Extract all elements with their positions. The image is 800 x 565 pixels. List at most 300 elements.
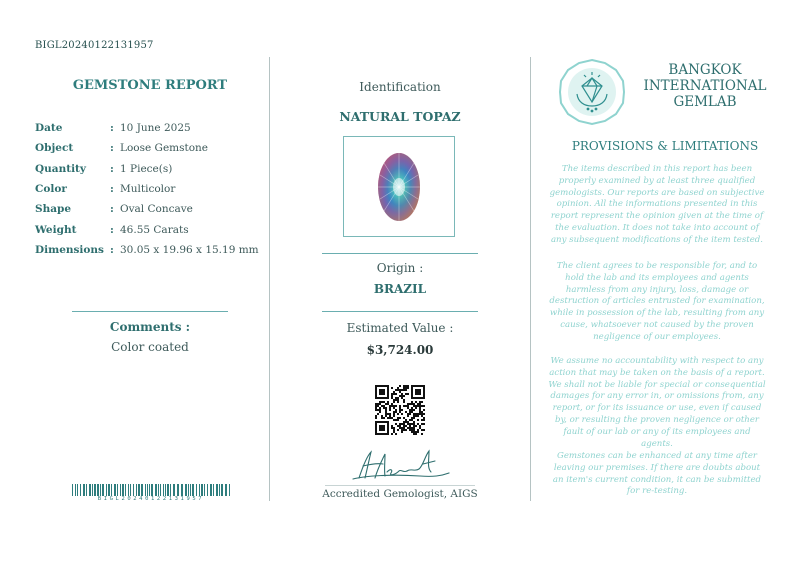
qr-module <box>385 415 387 417</box>
qr-module <box>405 421 407 423</box>
barcode-bar <box>167 484 169 496</box>
qr-module <box>379 403 381 405</box>
qr-module <box>389 405 391 407</box>
qr-module <box>403 427 405 429</box>
qr-module <box>423 387 425 389</box>
qr-module <box>393 415 395 417</box>
qr-module <box>387 387 389 389</box>
qr-module <box>399 395 401 397</box>
qr-module <box>423 393 425 395</box>
qr-module <box>417 415 419 417</box>
barcode-bar <box>94 484 96 496</box>
barcode-bar <box>145 484 146 496</box>
qr-module <box>387 397 389 399</box>
barcode-bar <box>147 484 148 496</box>
barcode-bar <box>128 484 129 496</box>
qr-module <box>395 393 397 395</box>
detail-label: Object <box>35 142 74 155</box>
qr-module <box>407 427 409 429</box>
qr-module <box>395 397 397 399</box>
barcode-bar <box>185 484 187 496</box>
qr-module <box>383 401 385 403</box>
qr-module <box>387 395 389 397</box>
qr-module <box>385 411 387 413</box>
detail-value: 10 June 2025 <box>120 122 191 135</box>
barcode-bar <box>100 484 101 496</box>
qr-module <box>377 421 379 423</box>
qr-module <box>377 413 379 415</box>
qr-module <box>383 393 385 395</box>
qr-module <box>421 423 423 425</box>
qr-module <box>403 399 405 401</box>
qr-module <box>375 433 377 435</box>
qr-module <box>415 413 417 415</box>
qr-module <box>409 413 411 415</box>
qr-module <box>395 419 397 421</box>
qr-module <box>399 417 401 419</box>
origin-label: Origin : <box>376 261 424 275</box>
detail-value: Multicolor <box>120 183 176 196</box>
qr-module <box>403 401 405 403</box>
barcode-bar <box>114 484 116 496</box>
barcode-bar <box>108 484 110 496</box>
qr-module <box>391 387 393 389</box>
qr-module <box>407 415 409 417</box>
qr-module <box>405 389 407 391</box>
qr-module <box>403 387 405 389</box>
barcode-bar <box>120 484 121 496</box>
qr-module <box>387 393 389 395</box>
qr-module <box>383 397 385 399</box>
qr-module <box>375 429 377 431</box>
barcode-bar <box>216 484 218 496</box>
qr-module <box>379 407 381 409</box>
qr-module <box>375 417 377 419</box>
qr-module <box>415 397 417 399</box>
qr-module <box>381 429 383 431</box>
barcode-bar <box>77 484 78 496</box>
barcode-bar <box>122 484 124 496</box>
qr-module <box>389 417 391 419</box>
barcode-bar <box>133 484 134 496</box>
qr-module <box>411 387 413 389</box>
qr-module <box>405 425 407 427</box>
qr-module <box>397 413 399 415</box>
qr-module <box>413 397 415 399</box>
qr-module <box>395 433 397 435</box>
qr-module <box>387 391 389 393</box>
qr-module <box>395 405 397 407</box>
signature-line <box>325 485 475 486</box>
qr-module <box>391 395 393 397</box>
qr-module <box>389 413 391 415</box>
barcode-text: BIGL20240122131957 <box>97 496 205 502</box>
qr-module <box>423 423 425 425</box>
qr-module <box>409 409 411 411</box>
qr-module <box>393 427 395 429</box>
qr-module <box>417 429 419 431</box>
qr-module <box>403 421 405 423</box>
qr-module <box>403 395 405 397</box>
qr-module <box>383 427 385 429</box>
qr-module <box>413 421 415 423</box>
qr-module <box>417 413 419 415</box>
qr-module <box>395 411 397 413</box>
qr-module <box>417 385 419 387</box>
qr-module <box>393 405 395 407</box>
qr-module <box>415 389 417 391</box>
divider <box>322 311 478 312</box>
qr-module <box>411 417 413 419</box>
qr-module <box>419 393 421 395</box>
qr-module <box>391 427 393 429</box>
qr-module <box>385 407 387 409</box>
qr-module <box>381 393 383 395</box>
qr-module <box>385 421 387 423</box>
qr-module <box>419 385 421 387</box>
qr-module <box>393 411 395 413</box>
comments-label: Comments : <box>109 320 191 334</box>
qr-module <box>419 405 421 407</box>
divider <box>72 311 228 312</box>
qr-module <box>411 423 413 425</box>
qr-module <box>411 409 413 411</box>
qr-module <box>397 389 399 391</box>
qr-module <box>413 417 415 419</box>
qr-module <box>399 389 401 391</box>
qr-module <box>387 401 389 403</box>
qr-module <box>419 401 421 403</box>
detail-value: Loose Gemstone <box>120 142 209 155</box>
barcode-bar <box>138 484 140 496</box>
detail-value: Oval Concave <box>120 203 193 216</box>
qr-module <box>379 427 381 429</box>
detail-label: Weight <box>35 223 77 236</box>
qr-module <box>401 413 403 415</box>
qr-module <box>393 399 395 401</box>
identification-value: NATURAL TOPAZ <box>339 109 461 124</box>
qr-module <box>381 389 383 391</box>
qr-module <box>385 385 387 387</box>
qr-module <box>385 433 387 435</box>
barcode-bar <box>229 484 230 496</box>
barcode-bar <box>117 484 118 496</box>
qr-code[interactable] <box>375 385 425 435</box>
detail-value: 30.05 x 19.96 x 15.19 mm <box>120 243 259 256</box>
barcode-bar <box>181 484 183 496</box>
qr-module <box>401 389 403 391</box>
qr-module <box>387 385 389 387</box>
qr-module <box>381 401 383 403</box>
gemstone-image <box>344 137 454 236</box>
detail-value: 46.55 Carats <box>120 223 189 236</box>
lab-logo <box>558 58 626 126</box>
qr-module <box>381 391 383 393</box>
provisions-paragraph: The client agrees to be responsible for, and to hold the lab and its employees and agents harmless from any injury, loss, damage or destruction of articles entrusted for examination, while in possession of the lab, resulting from any cause, whatsoever not caused by the proven negligence of our employees. <box>549 261 765 342</box>
barcode-bar <box>80 484 81 496</box>
qr-module <box>383 405 385 407</box>
qr-module <box>407 385 409 387</box>
column-divider <box>269 57 270 501</box>
provisions-paragraph: We assume no accountability with respect to any action that may be taken on the basis of a report. We shall not be liable for special or consequential damages for any error in, or omissions from, any report, or for its issuance or use, even if caused by, or resulting the proven negligence or other fault of our lab or any of its employees and agents. <box>548 356 766 449</box>
qr-module <box>419 427 421 429</box>
detail-label: Shape <box>35 203 72 216</box>
qr-module <box>375 397 377 399</box>
qr-module <box>399 423 401 425</box>
qr-module <box>407 413 409 415</box>
provisions-title: PROVISIONS & LIMITATIONS <box>571 139 759 153</box>
detail-label: Dimensions <box>35 243 104 256</box>
qr-module <box>393 401 395 403</box>
barcode-bar <box>201 484 203 496</box>
qr-module <box>379 411 381 413</box>
qr-module <box>413 431 415 433</box>
qr-module <box>407 421 409 423</box>
qr-module <box>415 425 417 427</box>
qr-module <box>415 431 417 433</box>
qr-module <box>423 389 425 391</box>
barcode-bar <box>219 484 220 496</box>
lab-name-line: INTERNATIONAL <box>643 78 767 94</box>
qr-module <box>401 409 403 411</box>
qr-module <box>375 403 377 405</box>
barcode-bar <box>97 484 99 496</box>
qr-module <box>413 423 415 425</box>
qr-module <box>411 411 413 413</box>
barcode-bar <box>92 484 93 496</box>
qr-module <box>415 407 417 409</box>
qr-module <box>391 425 393 427</box>
detail-row-color: Color : Multicolor <box>35 183 176 196</box>
barcode-bar <box>207 484 208 496</box>
qr-module <box>417 389 419 391</box>
qr-module <box>409 425 411 427</box>
qr-module <box>381 385 383 387</box>
qr-module <box>393 391 395 393</box>
qr-module <box>413 405 415 407</box>
qr-module <box>399 385 401 387</box>
lab-name-line: GEMLAB <box>673 94 737 110</box>
qr-module <box>409 429 411 431</box>
barcode-bar <box>141 484 143 496</box>
qr-module <box>377 409 379 411</box>
qr-module <box>391 433 393 435</box>
qr-module <box>379 409 381 411</box>
barcode-bar <box>225 484 227 496</box>
qr-module <box>421 415 423 417</box>
qr-module <box>393 431 395 433</box>
qr-module <box>381 405 383 407</box>
qr-module <box>377 433 379 435</box>
qr-module <box>419 425 421 427</box>
barcode-bar <box>125 484 126 496</box>
qr-module <box>405 393 407 395</box>
estimated-value: $3,724.00 <box>366 343 434 357</box>
qr-module <box>375 421 377 423</box>
qr-module <box>421 405 423 407</box>
barcode-bar <box>163 484 164 496</box>
qr-module <box>387 421 389 423</box>
qr-module <box>391 405 393 407</box>
qr-module <box>401 427 403 429</box>
divider <box>322 253 478 254</box>
qr-module <box>401 397 403 399</box>
qr-module <box>423 391 425 393</box>
qr-module <box>413 403 415 405</box>
qr-module <box>381 415 383 417</box>
qr-module <box>403 425 405 427</box>
qr-module <box>397 401 399 403</box>
barcode-bar <box>72 484 73 496</box>
qr-module <box>409 411 411 413</box>
identification-label: Identification <box>359 80 441 94</box>
qr-module <box>391 393 393 395</box>
qr-module <box>407 387 409 389</box>
detail-row-object: Object : Loose Gemstone <box>35 142 209 155</box>
qr-module <box>413 429 415 431</box>
qr-module <box>413 409 415 411</box>
detail-label: Color <box>35 183 67 196</box>
qr-module <box>411 419 413 421</box>
barcode-bar <box>89 484 91 496</box>
barcode-bar <box>165 484 166 496</box>
qr-module <box>389 407 391 409</box>
qr-module <box>383 425 385 427</box>
qr-module <box>399 427 401 429</box>
qr-module <box>375 409 377 411</box>
qr-module <box>405 429 407 431</box>
qr-module <box>375 415 377 417</box>
qr-module <box>399 391 401 393</box>
barcode-bar <box>213 484 214 496</box>
qr-module <box>411 431 413 433</box>
qr-module <box>379 429 381 431</box>
detail-label: Quantity <box>35 162 87 175</box>
qr-module <box>407 405 409 407</box>
qr-module <box>419 407 421 409</box>
qr-module <box>383 385 385 387</box>
barcode-bar <box>199 484 200 496</box>
qr-module <box>403 423 405 425</box>
qr-module <box>377 405 379 407</box>
qr-module <box>381 397 383 399</box>
barcode-bar <box>158 484 159 496</box>
qr-module <box>401 395 403 397</box>
lab-name-line: BANGKOK <box>668 62 742 78</box>
qr-module <box>375 393 377 395</box>
qr-module <box>401 431 403 433</box>
qr-module <box>421 433 423 435</box>
qr-module <box>395 423 397 425</box>
qr-module <box>385 403 387 405</box>
barcode-bar <box>149 484 150 496</box>
qr-module <box>417 403 419 405</box>
qr-module <box>417 431 419 433</box>
qr-module <box>409 403 411 405</box>
qr-module <box>411 427 413 429</box>
qr-module <box>403 385 405 387</box>
comments-value: Color coated <box>111 340 189 354</box>
qr-module <box>419 409 421 411</box>
qr-module <box>411 429 413 431</box>
qr-module <box>401 429 403 431</box>
qr-module <box>415 433 417 435</box>
qr-module <box>413 385 415 387</box>
qr-module <box>397 425 399 427</box>
qr-module <box>413 433 415 435</box>
barcode-bar <box>221 484 223 496</box>
qr-module <box>417 423 419 425</box>
qr-module <box>383 429 385 431</box>
qr-module <box>375 389 377 391</box>
qr-module <box>419 403 421 405</box>
qr-module <box>415 385 417 387</box>
qr-module <box>385 409 387 411</box>
qr-module <box>413 415 415 417</box>
barcode-bar <box>160 484 161 496</box>
qr-module <box>423 429 425 431</box>
qr-module <box>383 417 385 419</box>
qr-module <box>411 395 413 397</box>
qr-module <box>381 427 383 429</box>
qr-module <box>387 389 389 391</box>
qr-module <box>387 431 389 433</box>
qr-module <box>419 397 421 399</box>
qr-module <box>423 405 425 407</box>
qr-module <box>403 417 405 419</box>
qr-module <box>411 391 413 393</box>
qr-module <box>387 417 389 419</box>
qr-module <box>399 425 401 427</box>
qr-module <box>405 405 407 407</box>
qr-module <box>393 393 395 395</box>
qr-module <box>389 409 391 411</box>
qr-module <box>397 397 399 399</box>
detail-value: 1 Piece(s) <box>120 162 173 175</box>
qr-module <box>411 401 413 403</box>
qr-module <box>377 403 379 405</box>
qr-module <box>421 397 423 399</box>
barcode-bar <box>204 484 205 496</box>
barcode-bar <box>106 484 107 496</box>
qr-module <box>413 425 415 427</box>
qr-module <box>417 397 419 399</box>
qr-module <box>405 385 407 387</box>
qr-module <box>385 413 387 415</box>
qr-module <box>387 413 389 415</box>
qr-module <box>387 423 389 425</box>
qr-module <box>387 427 389 429</box>
barcode-bar <box>136 484 137 496</box>
gemologist-title: Accredited Gemologist, AIGS <box>322 488 478 500</box>
report-title: GEMSTONE REPORT <box>72 78 228 93</box>
barcode-bar <box>155 484 157 496</box>
qr-module <box>403 405 405 407</box>
provisions-paragraph: The items described in this report has been properly examined by at least three qualified gemologists. Our reports are based on subjective opinion. All the informations presented in this report represent the opinion given at the time of the evaluation. It does not take into account of any subsequent modifications of the item tested. <box>549 164 765 245</box>
qr-module <box>407 393 409 395</box>
detail-row-weight: Weight : 46.55 Carats <box>35 223 189 236</box>
qr-module <box>375 387 377 389</box>
qr-module <box>419 391 421 393</box>
qr-module <box>423 385 425 387</box>
qr-module <box>379 389 381 391</box>
qr-module <box>423 395 425 397</box>
qr-module <box>393 419 395 421</box>
qr-module <box>417 405 419 407</box>
qr-module <box>375 395 377 397</box>
qr-module <box>411 389 413 391</box>
qr-module <box>381 417 383 419</box>
